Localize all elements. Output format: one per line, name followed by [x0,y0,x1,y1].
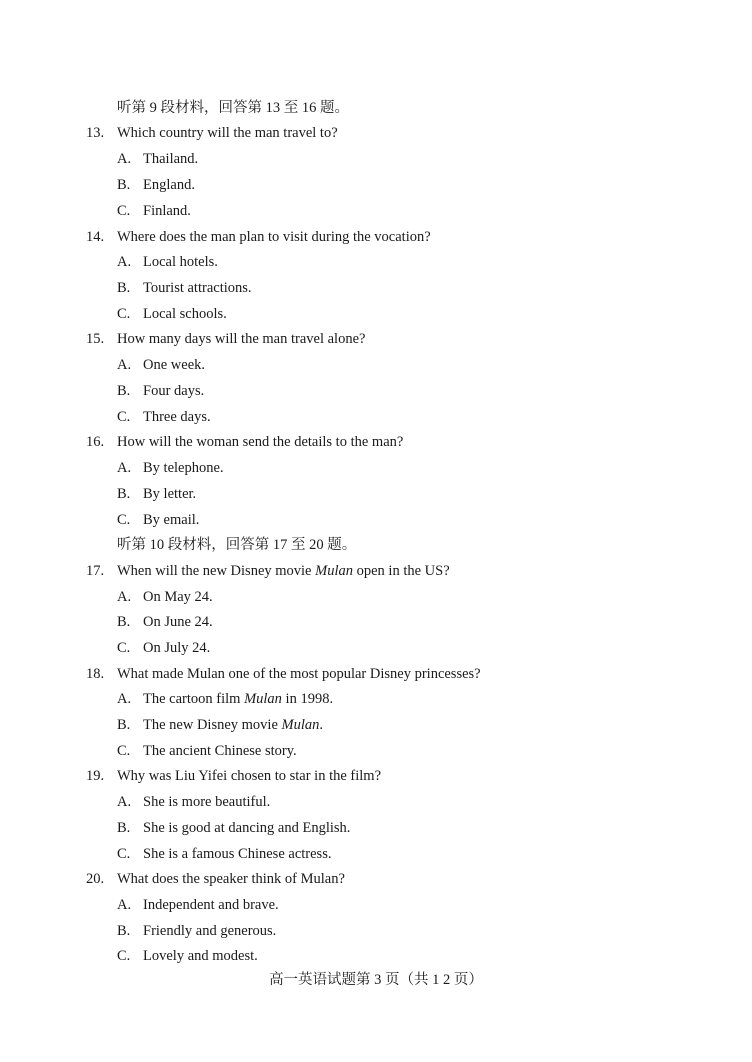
option-letter: B. [117,717,131,733]
option-text: The new Disney movie [143,717,282,733]
option-c [117,408,211,426]
option-c [117,639,210,657]
question-number: 18. [86,666,105,682]
option-text: Four days. [143,383,205,399]
option-letter: C. [117,512,131,528]
option-c [117,202,191,220]
question-number: 20. [86,871,105,887]
option-letter: B. [117,383,131,399]
option-text: One week. [143,357,206,373]
option-text: England. [143,177,195,193]
option-b [117,819,350,837]
question-number: 19. [86,768,105,784]
option-letter: C. [117,846,131,862]
option-a [117,459,224,477]
question-text: How many days will the man travel alone? [117,331,366,347]
option-a [117,253,218,271]
question-number: 14. [86,229,105,245]
question-text: What made Mulan one of the most popular Disney princesses? [117,666,481,682]
option-letter: A. [117,357,132,373]
option-text: Tourist attractions. [143,280,252,296]
option-text: Three days. [143,409,211,425]
option-letter: A. [117,460,132,476]
option-text: By email. [143,512,200,528]
option-a [117,588,213,606]
option-text: She is more beautiful. [143,794,271,810]
option-letter: B. [117,820,131,836]
option-letter: B. [117,280,131,296]
movie-title: Mulan [315,563,353,579]
option-text: By telephone. [143,460,224,476]
option-letter: C. [117,640,131,656]
movie-title: Mulan [281,717,320,733]
option-b [117,382,204,400]
option-c [117,511,199,529]
option-text: On May 24. [143,589,213,605]
option-letter: C. [117,409,131,425]
option-text: Local schools. [143,306,227,322]
option-text: The cartoon film [143,691,245,707]
option-text: Independent and brave. [143,897,279,913]
option-text: The ancient Chinese story. [143,743,297,759]
option-letter: A. [117,254,132,270]
option-c [117,742,297,760]
option-text: Lovely and modest. [143,948,258,964]
option-text: On June 24. [143,614,213,630]
option-text: She is good at dancing and English. [143,820,351,836]
option-b [117,485,196,503]
option-letter: B. [117,923,131,939]
option-text: . [319,717,324,733]
question-number: 13. [86,125,105,141]
option-letter: C. [117,203,131,219]
movie-title: Mulan [244,691,282,707]
page-footer: 高一英语试题第 3 页（共 1 2 页） [269,972,483,988]
option-letter: A. [117,589,132,605]
option-b [117,922,276,940]
option-text: Local hotels. [143,254,218,270]
option-letter: C. [117,306,131,322]
option-a [117,690,333,708]
option-a [117,356,205,374]
question-text [117,562,450,580]
question-number: 15. [86,331,105,347]
option-letter: A. [117,691,132,707]
option-letter: C. [117,948,131,964]
option-text: Friendly and generous. [143,923,277,939]
option-letter: B. [117,614,131,630]
option-text: On July 24. [143,640,211,656]
section-heading-10: 听第 10 段材料，回答第 17 至 20 题。 [117,537,357,553]
question-text: Why was Liu Yifei chosen to star in the film? [117,768,382,784]
option-text: Thailand. [143,151,199,167]
option-c [117,845,331,863]
option-letter: A. [117,151,132,167]
section-heading-9: 听第 9 段材料，回答第 13 至 16 题。 [117,100,349,116]
option-letter: A. [117,897,132,913]
option-b [117,176,195,194]
option-letter: C. [117,743,131,759]
question-text: Which country will the man travel to? [117,125,338,141]
question-number: 16. [86,434,105,450]
question-text: What does the speaker think of Mulan? [117,871,345,887]
option-text: Finland. [143,203,191,219]
question-number: 17. [86,563,105,579]
question-text: How will the woman send the details to the man? [117,434,404,450]
question-text: Where does the man plan to visit during the vocation? [117,229,431,245]
option-b [117,613,213,631]
option-a [117,150,198,168]
option-a [117,896,279,914]
option-letter: A. [117,794,132,810]
option-text: She is a famous Chinese actress. [143,846,332,862]
option-letter: B. [117,486,131,502]
option-letter: B. [117,177,131,193]
option-text: in 1998. [281,691,334,707]
question-text-part: open in the US? [352,563,450,579]
option-a [117,793,270,811]
option-text: By letter. [143,486,197,502]
option-b [117,716,323,734]
option-b [117,279,252,297]
question-text-part: When will the new Disney movie [117,563,316,579]
option-c [117,305,227,323]
option-c [117,947,258,965]
